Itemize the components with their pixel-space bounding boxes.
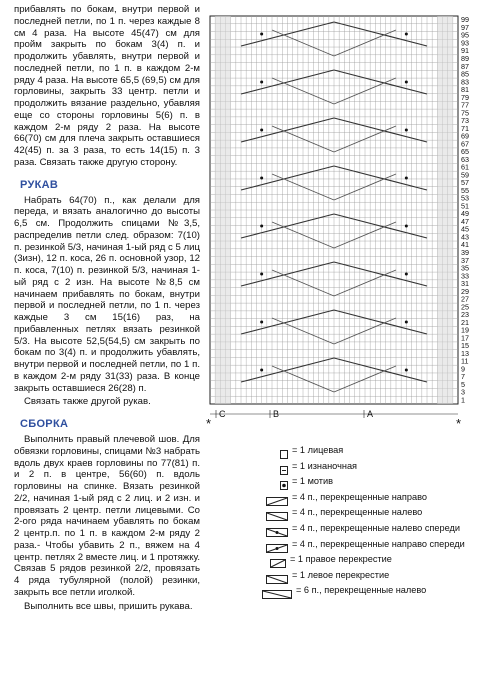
row-number: 47 — [461, 216, 469, 226]
motif-dot — [260, 81, 263, 84]
motif-dot — [260, 33, 263, 36]
row-number: 93 — [461, 38, 469, 48]
row-number: 49 — [461, 209, 469, 219]
motif-dot — [405, 369, 408, 372]
row-number: 55 — [461, 185, 469, 195]
row-number: 51 — [461, 201, 469, 211]
motif-dot — [405, 33, 408, 36]
row-number: 43 — [461, 232, 469, 242]
row-number: 17 — [461, 333, 469, 343]
motif-dot — [260, 129, 263, 132]
row-number: 35 — [461, 263, 469, 273]
legend-label: = 1 мотив — [292, 476, 334, 487]
row-number: 31 — [461, 279, 469, 289]
instruction-paragraph: прибавлять по бокам, внутри первой и последней петли, по 1 п. через каждые 8 см 4 раза. На высоте 45(47) см для пройм закрыть по бокам 3(4) п. и продолжить убавлять, внутри первой и последней петли, по 1 п. в каждом 2-м ряду 4 раза. На высоте 65,5 (69,5) см для горловины, закрыть 33 центр. петли и продолжить вязание раздельно, убавляя еще со стороны горловины 5(6) п. в каждом 2-м ряду 2 раза. На высоте 66(70) см для плеча закрыть оставшиеся 42(45) п. за 3 раза, то есть 14(15) п. 3 раза. Связать также другую сторону. — [14, 4, 200, 168]
row-number: 61 — [461, 162, 469, 172]
row-number: 39 — [461, 248, 469, 258]
legend-label: = 4 п., перекрещенные направо — [292, 491, 427, 502]
row-number: 41 — [461, 240, 469, 250]
knitting-chart — [206, 14, 482, 432]
legend-label: = 4 п., перекрещенные налево — [292, 507, 423, 518]
motif-dot — [405, 225, 408, 228]
purl-column — [215, 16, 220, 404]
row-number: 67 — [461, 139, 469, 149]
motif-dot — [405, 177, 408, 180]
row-number: 45 — [461, 224, 469, 234]
motif-dot — [405, 129, 408, 132]
purl-cell-icon — [280, 462, 288, 471]
row-number: 71 — [461, 123, 469, 133]
repeat-label: B — [273, 409, 280, 419]
purl-column — [448, 16, 453, 404]
legend-item — [206, 475, 482, 489]
motif-dot — [260, 177, 263, 180]
row-number: 97 — [461, 22, 469, 32]
row-number: 37 — [461, 255, 469, 265]
purl-column — [437, 16, 442, 404]
row-number: 59 — [461, 170, 469, 180]
edge-marker: * — [456, 416, 462, 431]
row-number: 95 — [461, 30, 469, 40]
legend-label: = 4 п., перекрещенные направо спереди — [292, 538, 465, 549]
row-number: 5 — [461, 379, 465, 389]
knit-cell-icon — [280, 446, 288, 455]
right-cross-icon — [270, 555, 286, 564]
row-number: 75 — [461, 108, 469, 118]
row-number: 85 — [461, 69, 469, 79]
purl-column — [443, 16, 448, 404]
legend-label: = 1 правое перекрестие — [290, 554, 392, 565]
motif-dot — [405, 273, 408, 276]
row-number: 99 — [461, 15, 469, 25]
motif-dot — [260, 273, 263, 276]
legend-item — [206, 460, 482, 474]
legend-label: = 4 п., перекрещенные налево спереди — [292, 523, 461, 533]
row-number: 81 — [461, 85, 469, 95]
legend-item — [206, 491, 482, 505]
row-number: 69 — [461, 131, 469, 141]
row-number: 63 — [461, 154, 469, 164]
row-number: 3 — [461, 387, 465, 397]
row-number: 53 — [461, 193, 469, 203]
instructions-column — [14, 4, 200, 612]
legend-item — [206, 506, 482, 520]
legend-label: = 6 п., перекрещенные налево — [296, 585, 427, 596]
row-number: 77 — [461, 100, 469, 110]
motif-dot — [260, 225, 263, 228]
cross-left-4-icon — [266, 508, 288, 517]
legend-label: = 1 лицевая — [292, 445, 344, 455]
row-number: 9 — [461, 364, 465, 374]
row-number: 19 — [461, 325, 469, 335]
row-number: 13 — [461, 348, 469, 358]
section-heading: РУКАВ — [20, 178, 59, 191]
row-number: 91 — [461, 46, 469, 56]
repeat-label: C — [219, 409, 226, 419]
legend-label: = 1 левое перекрестие — [292, 569, 390, 580]
purl-column — [220, 16, 225, 404]
cross-left-6-icon — [262, 586, 292, 595]
legend-item — [206, 569, 482, 583]
row-number: 25 — [461, 302, 469, 312]
edge-marker: * — [206, 416, 212, 431]
row-number: 23 — [461, 310, 469, 320]
row-number: 7 — [461, 372, 465, 382]
legend-item — [206, 584, 482, 598]
legend-item — [206, 444, 482, 458]
motif-dot — [405, 321, 408, 324]
repeat-label: A — [367, 409, 374, 419]
legend-item — [206, 522, 482, 536]
legend-item — [206, 553, 482, 567]
row-number: 1 — [461, 395, 465, 405]
row-number: 11 — [461, 356, 469, 366]
knitting-chart-svg — [206, 14, 482, 432]
instruction-paragraph: Выполнить все швы, пришить рукава. — [24, 600, 193, 612]
instruction-paragraph: Связать также другой рукав. — [24, 396, 151, 408]
row-number: 15 — [461, 341, 469, 351]
row-number: 73 — [461, 116, 469, 126]
row-number: 57 — [461, 178, 469, 188]
legend-label: = 1 изнаночная — [292, 460, 358, 471]
row-number: 87 — [461, 61, 469, 71]
row-number: 83 — [461, 77, 469, 87]
motif-cell-icon — [280, 477, 288, 486]
row-number: 21 — [461, 317, 469, 327]
cross-left-front-4-icon — [266, 524, 288, 533]
row-number: 29 — [461, 286, 469, 296]
instruction-paragraph: Набрать 64(70) п., как делали для переда, и вязать аналогично до высоты 6,5 см. Продолжить спицами №3,5, распределив петли след. образом: 7(10) п. резинкой 5/3, начиная 1-ый ряд с 5 лиц (3изн), 12 п. коса, 26 п. основной узор, 12 п. коса, 7(10) п. резинкой 5/3, начиная 1-ый ряд с 2 изн. На высоте №8,5 см начинаем прибавлять по бокам, внутри первой и последней петли, по 1 п. через каждые 3 см 15(16) раз, на прибавленных петлях вязать резинкой 5/3. На высоте 52,5(54,5) см закрыть по бокам по 3(4) п. и продолжить убавлять, внутри первой и последней петли, по 1 п. в каждом 2-м ряду 31(33) раза. В конце закрыть оставшиеся 26(28) п. — [14, 194, 200, 394]
cross-right-front-4-icon — [266, 540, 288, 549]
motif-dot — [405, 81, 408, 84]
motif-dot — [260, 321, 263, 324]
row-number: 79 — [461, 92, 469, 102]
cross-right-4-icon — [266, 493, 288, 502]
legend-item — [206, 538, 482, 552]
motif-dot — [260, 369, 263, 372]
left-cross-icon — [266, 571, 288, 580]
row-number: 65 — [461, 147, 469, 157]
row-number: 89 — [461, 54, 469, 64]
row-number: 27 — [461, 294, 469, 304]
purl-column — [226, 16, 231, 404]
row-number: 33 — [461, 271, 469, 281]
section-heading: СБОРКА — [20, 418, 69, 430]
instruction-paragraph: Выполнить правый плечевой шов. Для обвязки горловины, спицами №3 набрать вдоль двух краев горловины по 77(81) п. и 2 п. в центре, 56(60) п. вдоль горловины на спинке. Вязать резинкой 2/2, начиная 1-ый ряд с 2 лиц. и 2 изн. и провязать 2 центр. петли лицевыми. Со 2-ого ряда начинаем убавлять по бокам 2 центр.п. по 1 п. в каждом 2-м ряду 2 раза.- Чтобы убавить 2 п., вяжем на 4 центр. петлях 2 вместе лиц. и 1 протяжку. Связав 5 рядов резинкой 2/2, провязать 4 ряда тубулярной (полой) резинки, закрыть все петли иголкой. — [14, 434, 201, 598]
